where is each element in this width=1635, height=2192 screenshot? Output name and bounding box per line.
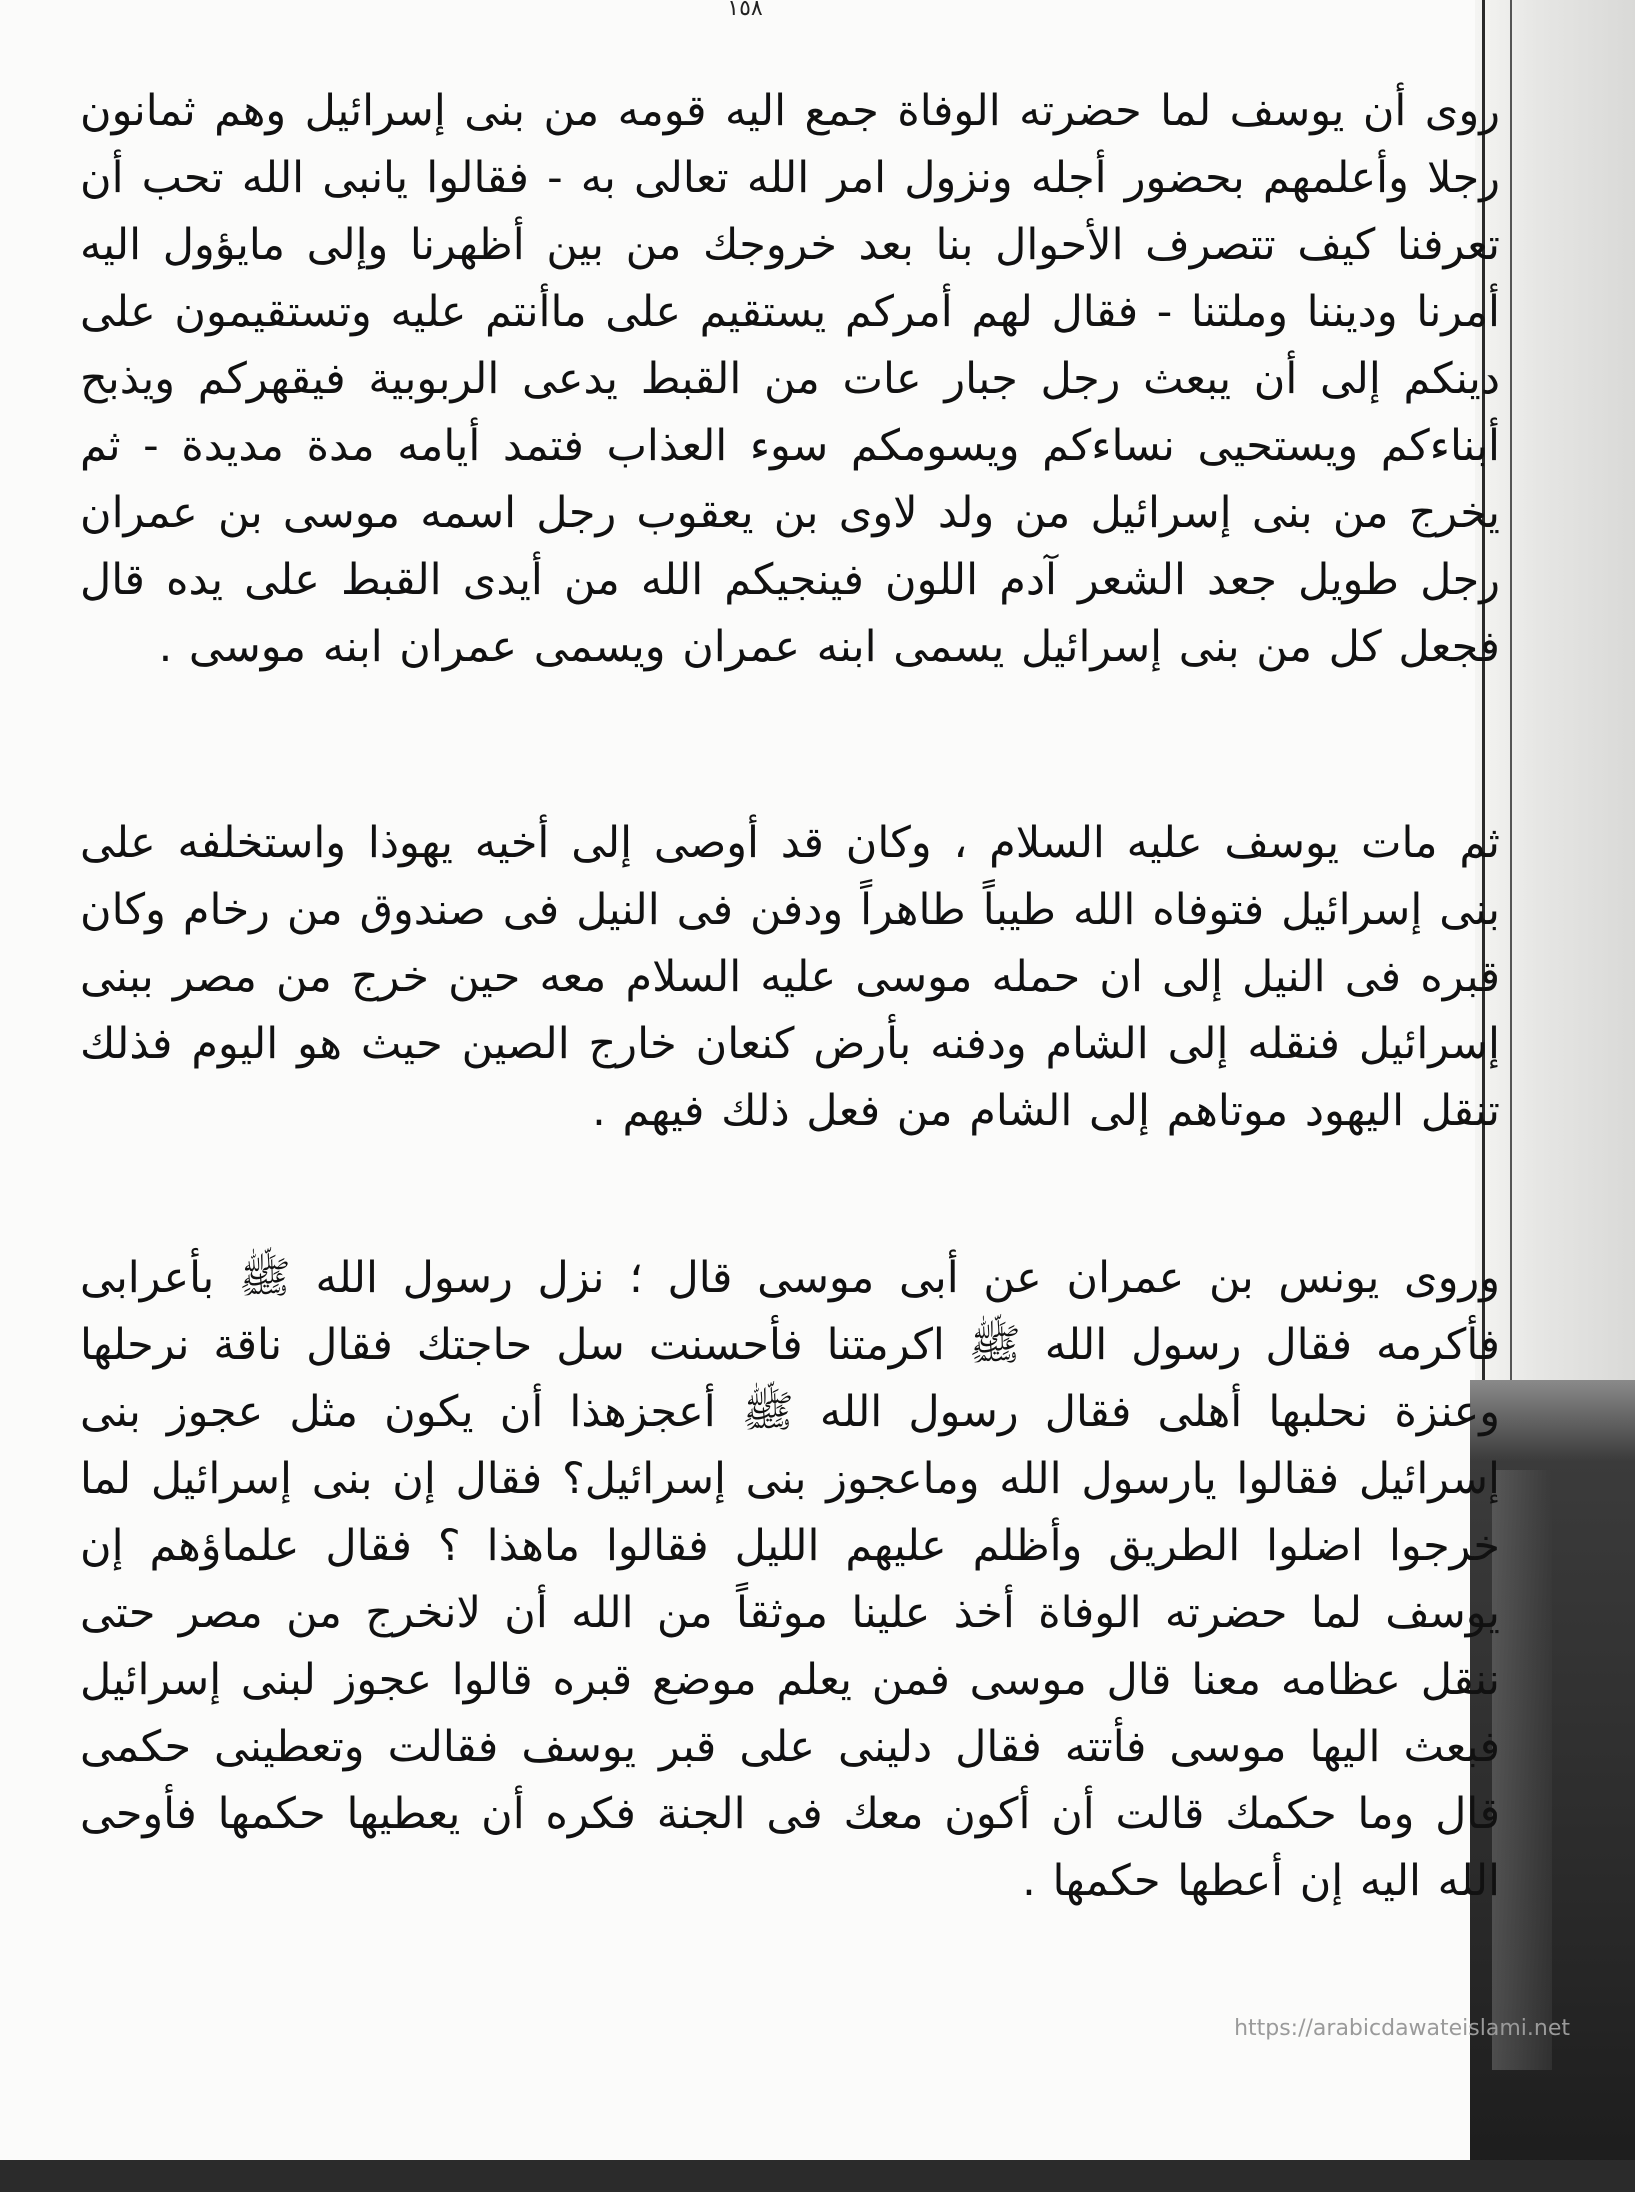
paragraph-1: روى أن يوسف لما حضرته الوفاة جمع اليه قومه من بنى إسرائيل وهم ثمانون رجلا وأعلمهم بحضور أجله ونزول امر الله تعالى به - فقالوا يانبى الله تحب أن تعرفنا كيف تتصرف الأحوال بنا بعد خروجك من بين أظهرنا وإلى مايؤول اليه أمرنا وديننا وملتنا - فقال لهم أمركم يستقيم على ماأنتم عليه وتستقيمون على دينكم إلى أن يبعث رجل جبار عات من القبط يدعى الربوبية فيقهركم ويذبح أبناءكم ويستحيى نساءكم ويسومكم سوء العذاب فتمد أيامه مدة مديدة - ثم يخرج من بنى إسرائيل من ولد لاوى بن يعقوب رجل اسمه موسى بن عمران رجل طويل جعد الشعر آدم اللون فينجيكم الله من أيدى القبط على يده قال فجعل كل من بنى إسرائيل يسمى ابنه عمران ويسمى عمران ابنه موسى . bbox=[80, 86, 1500, 672]
paragraph-2: ثم مات يوسف عليه السلام ، وكان قد أوصى إلى أخيه يهوذا واستخلفه على بنى إسرائيل فتوفاه الله طيباً طاهراً ودفن فى النيل فى صندوق من رخام وكان قبره فى النيل إلى ان حمله موسى عليه السلام معه حين خرج من مصر ببنى إسرائيل فنقله إلى الشام ودفنه بأرض كنعان خارج الصين حيث هو اليوم فذلك تنقل اليهود موتاهم إلى الشام من فعل ذلك فيهم . bbox=[80, 818, 1500, 1136]
watermark-url: https://arabicdawateislami.net bbox=[1234, 2016, 1570, 2041]
scan-bottom-border bbox=[0, 2160, 1635, 2192]
page-number: ١٥٨ bbox=[727, 0, 763, 21]
page-edge-line-inner bbox=[1510, 0, 1512, 1390]
book-edge-highlight bbox=[1492, 1470, 1552, 2070]
paragraph-3: وروى يونس بن عمران عن أبى موسى قال ؛ نزل رسول الله ﷺ بأعرابى فأكرمه فقال رسول الله ﷺ اكرمتنا فأحسنت سل حاجتك فقال ناقة نرحلها وعنزة نحلبها أهلى فقال رسول الله ﷺ أعجزهذا أن يكون مثل عجوز بنى إسرائيل فقالوا يارسول الله وماعجوز بنى إسرائيل؟ فقال إن بنى إسرائيل لما خرجوا اضلوا الطريق وأظلم عليهم الليل فقالوا ماهذا ؟ فقال علماؤهم إن يوسف لما حضرته الوفاة أخذ علينا موثقاً من الله أن لانخرج من مصر حتى ننقل عظامه معنا قال موسى فمن يعلم موضع قبره قالوا عجوز لبنى إسرائيل فبعث اليها موسى فأتته فقال دلينى على قبر يوسف فقالت وتعطينى حكمى قال وما حكمك قالت أن أكون معك فى الجنة فكره أن يعطيها حكمها فأوحى الله اليه إن أعطها حكمها . bbox=[80, 1253, 1500, 1906]
